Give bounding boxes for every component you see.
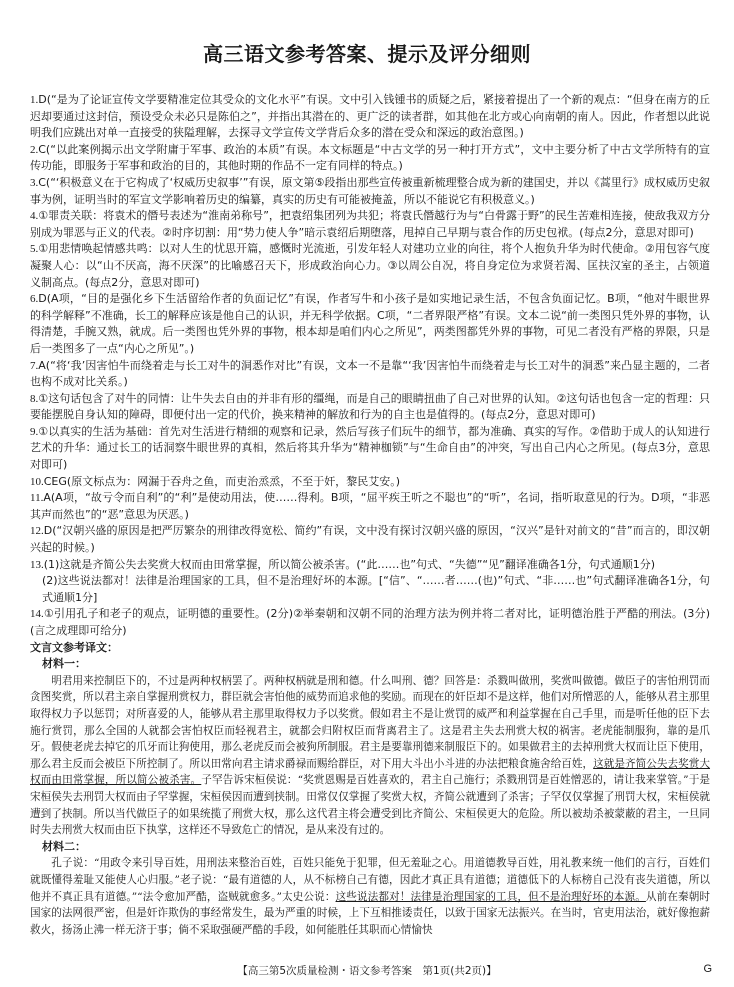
- answer-text: C(“‘积极意义在于它构成了‘权威历史叙事’”有误，原文第⑤段指出那些宣传被重新梳理整合成为新的建国史，并以《蒿里行》成权威历史叙事为例，证明当时的军宣文学影响着历史的编纂，真实的历史有可能被掩盖，所以不能说它有积极意义。): [30, 175, 710, 206]
- answer-text: ①这句话包含了对牛的同情：让牛失去自由的并非有形的缰绳，而是自己的眼睛扭曲了自己对世界的认知。②这句话也包含一定的哲理：只要能摆脱自身认知的障碍，即便付出一定的代价，换来精神的解放和行为的自主也是值得的。(每点2分，意思对即可): [30, 391, 710, 422]
- answer-item: [30, 573, 710, 606]
- answer-text: D(“汉朝兴盛的原因是把严厉繁杂的刑律改得宽松、简约”有误，文中没有探讨汉朝兴盛的原因，“汉兴”是针对前文的“昔”而言的，即汉朝兴起的时候。): [30, 524, 710, 555]
- answer-item: [30, 92, 710, 142]
- answer-list: [30, 92, 710, 640]
- answer-item: [30, 241, 710, 291]
- answer-item: [30, 142, 710, 175]
- answer-text: ①罪责关联：将袁术的僭号表述为“淮南弟称号”，把袁绍集团列为共犯；将袁氏僭越行为与“白骨露于野”的民生苦难相连接，使敌我双方分别成为罪恶与正义的代表。②时序切割：用“势力使人争”暗示袁绍后期堕落，甩掉自己早期与袁合作的历史包袱。(每点2分，意思对即可): [30, 209, 710, 239]
- answer-text: A(A项，“故亏令而自利”的“利”是使动用法，使……得利。B项，“屈平疾王听之不聪也”的“听”，名词，指听取意见的行为。D项，“非恶其声而然也”的“恶”意思为厌恶。): [30, 491, 710, 521]
- answer-number: 13.: [30, 558, 44, 571]
- answer-text: (1)这就是齐简公失去奖赏大权而由田常掌握，所以简公被杀害。(“此……也”句式、“失德”“见”翻译准确各1分，句式通顺1分): [43, 557, 656, 571]
- page-footer: 【高三第5次质量检测・语文参考答案 第1页(共2页)】: [237, 965, 497, 977]
- answer-item: [30, 606, 710, 639]
- material-one-label: 材料一：: [42, 657, 86, 671]
- version-code: G: [703, 963, 712, 975]
- answer-number: 5.: [30, 243, 39, 256]
- page-title: 高三语文参考答案、提示及评分细则: [203, 42, 531, 66]
- answer-number: 4.: [30, 210, 39, 223]
- answer-text: D(“是为了论证宣传文学要精准定位其受众的文化水平”有误。文中引入钱锺书的质疑之后，紧接着提出了一个新的观点：“但身在南方的丘迟却要通过这封信，预设受众未必只是陈伯之”，并指出其潜在的、更广泛的读者群，如其他在北方或心向南朝的南人。因此，作者想以此说明我们应跳出对单一直接受的狭隘理解，去探寻文学宣传文学背后众多的潜在受众和深远的政治意图。): [30, 93, 710, 140]
- answer-item: [30, 557, 710, 574]
- answer-text: (2)这些说法都对！法律是治理国家的工具，但不是治理好坏的本源。[“信”、“……者……(也)”句式、“非……也”句式翻译准确各1分，句式通顺1分]: [42, 574, 710, 604]
- answer-item: [30, 391, 710, 424]
- answer-number: 3.: [30, 176, 39, 189]
- answer-number: 11.: [30, 492, 44, 505]
- answer-item: [30, 175, 710, 208]
- material-two-part-a: 孔子说：“用政令来引导百姓，用刑法来整治百姓，百姓只能免于犯罪，但无羞耻之心。用道德教导百姓，用礼教来统一他们的言行，百姓们就既懂得羞耻又能使人心归服。”老子说：“最有道德的人，从不标榜自己有德，因此才真正具有道德；道德低下的人标榜自己没有丧失道德，所以他并不真正具有道德。”“法令愈加严酷，盗贼就愈多。”太史公说：: [30, 857, 710, 903]
- answer-number: 7.: [30, 359, 39, 372]
- document-body: [30, 92, 710, 938]
- answer-text: ①用悲情唤起情感共鸣：以对人生的忧思开篇，感慨时光流逝，引发年轻人对建功立业的向往，将个人抱负升华为时代使命。②用包容气度凝聚人心：以“山不厌高，海不厌深”的比喻感召天下，形成政治向心力。③以周公自况，将自身定位为求贤若渴、匡扶汉室的圣主，占领道义制高点。(每点2分，意思对即可): [30, 242, 710, 289]
- answer-number: 12.: [30, 525, 44, 538]
- answer-text: ①引用孔子和老子的观点，证明德的重要性。(2分)②举秦朝和汉朝不同的治理方法为例并将二者对比，证明德治胜于严酷的刑法。(3分)(言之成理即可给分): [30, 607, 710, 637]
- answer-item: [30, 523, 710, 556]
- translation-heading: 文言文参考译文：: [30, 640, 118, 654]
- answer-number: 9.: [30, 425, 39, 438]
- material-two-part-b: 从前在秦朝时国家的法网很严密，但是奸诈欺伪的事经常发生，最为严重的时候，上下互相推诿责任，以致于国家无法振兴。在当时，官吏用法治，就好像抱薪救火，扬汤止沸一样无济于事；倘不采取强硬严酷的手段，如何能胜任其职而心情愉快: [30, 890, 711, 936]
- answer-item: [30, 291, 710, 357]
- material-one-underlined: 这就是齐简公失去奖赏大权而由田常掌握，所以简公被杀害。: [30, 757, 711, 787]
- answer-number: 1.: [30, 94, 39, 106]
- answer-text: A(“将‘我’因害怕牛而绕着走与长工对牛的洞悉作对比”有误，文本一不是靠“‘我’因害怕牛而绕着走与长工对牛的洞悉”来凸显主题的，二者也构不成对比关系。): [30, 358, 710, 389]
- answer-number: 14.: [30, 608, 44, 621]
- answer-number: 8.: [30, 392, 39, 405]
- answer-item: [30, 208, 710, 241]
- material-two-underlined: 这些说法都对！法律是治理国家的工具，但不是治理好坏的本源。: [335, 890, 646, 903]
- answer-text: ①以真实的生活为基础：首先对生活进行精细的观察和记录，然后写孩子们玩牛的细节，都为准确、真实的写作。②借助于成人的认知进行艺术的升华：通过长工的话洞察牛眼世界的真相，然后将其升华为“精神枷锁”与“生命自由”的冲突，写出自己内心之所见。(每点3分，意思对即可): [30, 424, 710, 472]
- material-two-label: 材料二：: [42, 839, 86, 853]
- answer-number: 6.: [30, 293, 39, 306]
- answer-item: [30, 358, 710, 391]
- material-two-text: [30, 855, 710, 938]
- material-one-part-b: 子罕告诉宋桓侯说：“奖赏恩赐是百姓喜欢的，君主自己施行；杀戮刑罚是百姓憎恶的，请让我来掌管。”于是宋桓侯失去刑罚大权而由子罕掌握，宋桓侯因而遭到挟制。田常仅仅掌握了奖赏大权，齐简公就遭到了杀害；子罕仅仅掌握了刑罚大权，宋桓侯就遭到了挟制。所以当代做臣子的如果统揽了刑赏大权，那么这代君主将会遭受到比齐简公、宋桓侯更大的危险。所以被劫杀被蒙蔽的君主，一旦同时失去刑赏大权而由臣下执掌，这样还不导致危亡的情况，是从来没有过的。: [30, 774, 710, 837]
- answer-text: D(A项，“目的是强化乡下生活留给作者的负面记忆”有误，作者写牛和小孩子是如实地记录生活，不包含负面记忆。B项，“他对牛眼世界的科学解释”不准确，长工的解释应该是他自己的认识，并无科学依据。C项，“二者界限严格”有误。文本二说“前一类图只凭外界的事物，认得清楚，手腕又熟，就成。后一类图也凭外界的事物，根本却是咱们内心之所见”，两类图都凭外界的事物，可见二者没有严格的界限，只是后一类图多了一点“内心之所见”。): [30, 292, 710, 355]
- answer-number: 2.: [30, 143, 39, 156]
- answer-item: [30, 474, 710, 491]
- material-one-text: [30, 673, 710, 839]
- answer-text: CEG(原文标点为：网漏于吞舟之鱼，而吏治烝烝，不至于奸，黎民艾安。): [43, 474, 400, 488]
- answer-text: C(“以此案例揭示出文学附庸于军事、政治的本质”有误。本文标题是“中古文学的另一种打开方式”，文中主要分析了中古文学所特有的宣传功能，即服务于军事和政治的目的，其他时期的作品不一定有同样的特点。): [30, 142, 710, 173]
- answer-number: 10.: [30, 475, 44, 488]
- answer-item: [30, 424, 710, 474]
- material-one-part-a: 明君用来控制臣下的，不过是两种权柄罢了。两种权柄就是刑和德。什么叫刑、德？回答是：杀戮叫做刑，奖赏叫做德。做臣子的害怕刑罚而贪图奖赏，所以君主亲自掌握刑赏权力，群臣就会害怕他的威势而追求他的奖励。而现在的奸臣却不是这样，他们对所憎恶的人，能够从君主那里取得权力予以惩罚；对所喜爱的人，能够从君主那里取得权力予以奖赏。假如君主不是让赏罚的威严和利益掌握在自己手里，而是听任他的臣下去施行赏罚，那么全国的人就都会害怕权臣而轻视君主，就都会归附权臣而背离君主了。这是君主失去刑赏大权的祸害。老虎能制服狗，靠的是爪牙。假使老虎去掉它的爪牙而让狗使用，那么老虎反而会被狗所制服。君主是要靠刑德来制服臣下的。如果做君主的去掉刑赏大权而让臣下使用，那么君主反而会被臣下所控制了。所以田常向君主请求爵禄而赐给群臣，对下用大斗出小斗进的办法把粮食施舍给百姓，: [30, 674, 710, 770]
- answer-item: [30, 490, 710, 523]
